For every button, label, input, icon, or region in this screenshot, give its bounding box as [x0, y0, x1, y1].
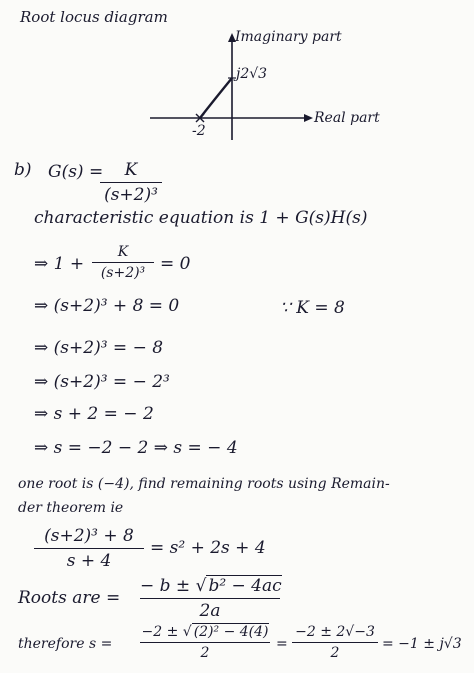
step2: ⇒ (s+2)³ + 8 = 0 [34, 296, 180, 316]
therefore-numerator-1: −2 ± √ (2)² − 4(4) [141, 624, 269, 640]
step1-rhs: = 0 [160, 254, 191, 274]
locus-branch [200, 78, 232, 118]
division-fraction [34, 526, 144, 571]
division-denominator: s + 4 [66, 551, 112, 571]
root-locus-title: Root locus diagram [20, 8, 168, 26]
real-axis-label: Real part [314, 110, 380, 126]
roots-label: Roots are = [18, 588, 121, 608]
therefore-label: therefore s = [18, 636, 113, 652]
characteristic-equation: characteristic equation is 1 + G(s)H(s) [34, 208, 368, 228]
root-text-line2: der theorem ie [18, 500, 124, 516]
imaginary-axis-label: Imaginary part [235, 29, 342, 45]
quadratic-numerator: − b ± √ b² − 4ac [140, 576, 282, 596]
imaginary-point-label: j2√3 [236, 66, 268, 82]
part-b-label: b) [14, 160, 32, 180]
step5: ⇒ s + 2 = − 2 [34, 404, 154, 424]
step1-fraction [92, 244, 154, 281]
step2-note: ∵ K = 8 [280, 298, 345, 318]
division-numerator: (s+2)³ + 8 [44, 526, 134, 546]
therefore-equals: = [276, 636, 288, 652]
transfer-function-lhs: G(s) = [48, 162, 104, 182]
quadratic-denominator: 2a [199, 601, 221, 621]
division-result: = s² + 2s + 4 [150, 538, 266, 558]
therefore-denominator-1: 2 [200, 645, 210, 661]
root-text-line1: one root is (−4), find remaining roots using Remain- [18, 476, 390, 492]
transfer-function-numerator: K [124, 160, 138, 180]
step6: ⇒ s = −2 − 2 ⇒ s = − 4 [34, 438, 238, 458]
therefore-fraction-1 [140, 624, 270, 661]
therefore-numerator-2: −2 ± 2√−3 [295, 624, 375, 640]
pole-label: -2 [192, 123, 206, 139]
step1-denominator: (s+2)³ [100, 265, 146, 281]
therefore-denominator-2: 2 [330, 645, 340, 661]
step3: ⇒ (s+2)³ = − 8 [34, 338, 164, 358]
step1-lhs: ⇒ 1 + [34, 254, 85, 274]
quadratic-formula [140, 576, 280, 621]
step1-numerator: K [117, 244, 129, 260]
real-axis-arrow-icon [304, 114, 313, 122]
transfer-function-fraction [100, 160, 162, 205]
final-roots: = −1 ± j√3 [382, 636, 462, 652]
therefore-fraction-2 [292, 624, 378, 661]
transfer-function-denominator: (s+2)³ [104, 185, 158, 205]
step4: ⇒ (s+2)³ = − 2³ [34, 372, 170, 392]
